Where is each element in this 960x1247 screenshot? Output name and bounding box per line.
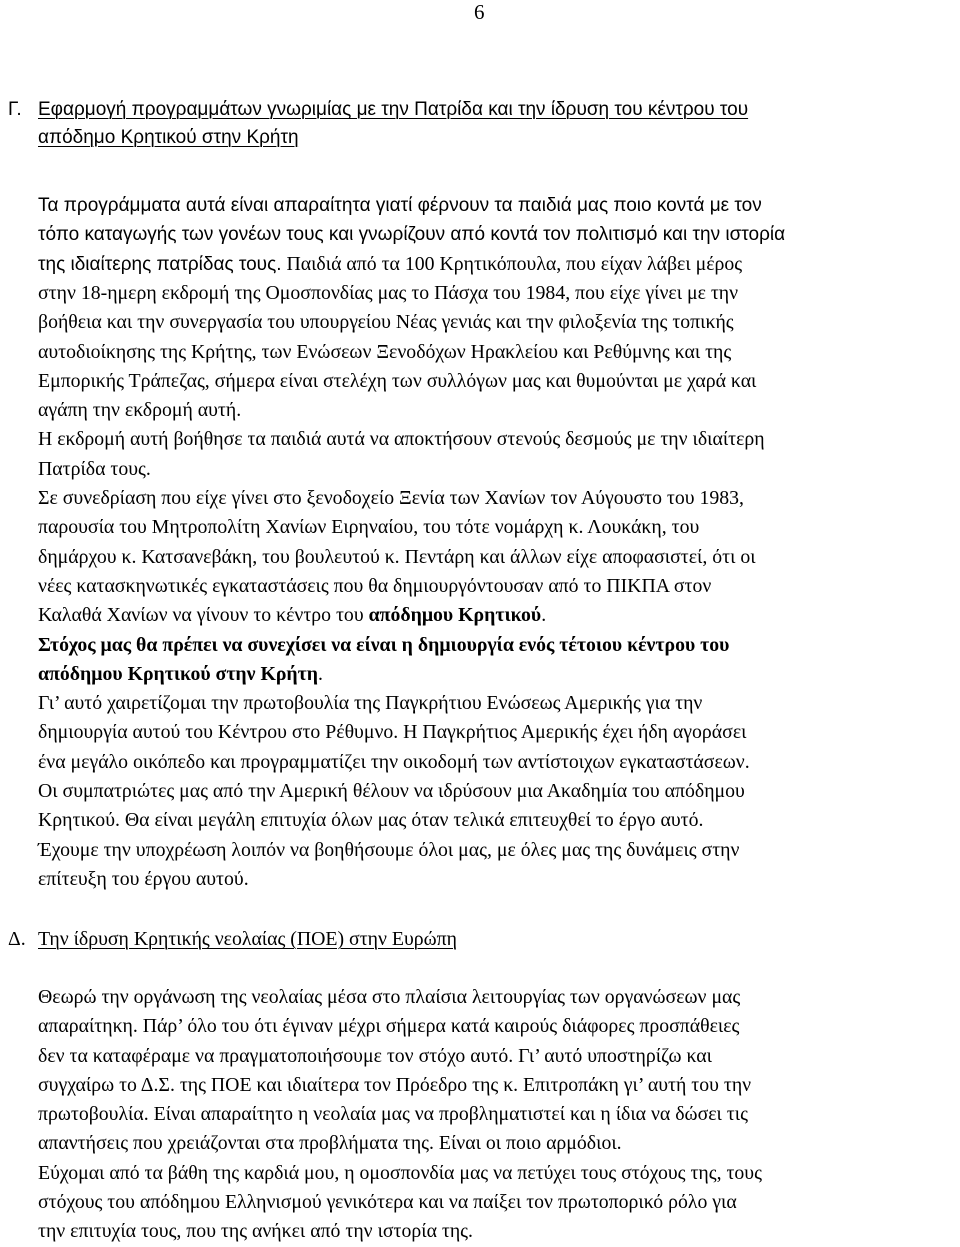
kalatha-suffix: . (541, 604, 547, 627)
goal-line-1 (0, 631, 960, 660)
d-line-5: πρωτοβουλία. Είναι απαραίτητο η νεολαία μας να προβληματιστεί και η ίδια να δώσει τις (38, 1103, 748, 1126)
body-line-1: στην 18-ημερη εκδρομή της Ομοσπονδίας μας το Πάσχα του 1984, που είχε γίνει με την (38, 282, 739, 304)
closing-line-2: δημιουργία αυτού του Κέντρου στο Ρέθυμνο. Η Παγκρήτιος Αμερικής έχει ήδη αγοράσει (38, 721, 747, 744)
section-g-letter: Γ. (8, 99, 22, 120)
section-g-intro (0, 191, 960, 279)
intro-line-3-text: της ιδιαίτερης πατρίδας τους. (38, 253, 282, 275)
section-d-body (0, 983, 960, 1247)
kalatha-prefix: Καλαθά Χανίων να γίνουν το κέντρο του (38, 604, 369, 627)
closing-line-3: ένα μεγάλο οικόπεδο και προγραμματίζει την οικοδομή των αντίστοιχων εγκαταστάσεων. (38, 750, 750, 773)
section-g-title-line2: απόδημο Κρητικού στην Κρήτη (38, 127, 299, 148)
d-line-1: Θεωρώ την οργάνωση της νεολαίας μέσα στο πλαίσια λειτουργίας των οργανώσεων μας (38, 986, 741, 1008)
closing-line-4: Οι συμπατριώτες μας από την Αμερική θέλουν να ιδρύσουν μια Ακαδημία του απόδημου (38, 780, 745, 803)
body-line-kalatha (0, 601, 960, 630)
d-line-4: συγχαίρω το Δ.Σ. της ΠΟΕ και ιδιαίτερα τον Πρόεδρο της κ. Επιτροπάκη γι’ αυτή του την (38, 1073, 752, 1096)
section-g-heading (0, 96, 960, 152)
intro-line-1: Τα προγράμματα αυτά είναι απαραίτητα γιατί φέρνουν τα παιδιά μας ποιο κοντά με τον (38, 195, 762, 216)
body-line-7: Πατρίδα τους. (38, 457, 151, 480)
closing-line-5: Κρητικού. Θα είναι μεγάλη επιτυχία όλων μας όταν τελικά επιτευχθεί το έργο αυτό. (38, 809, 704, 832)
closing-line-7: επίτευξη του έργου αυτού. (38, 867, 249, 890)
closing-line-1: Γι’ αυτό χαιρετίζομαι την πρωτοβουλία της Παγκρήτιου Ενώσεως Αμερικής για την (38, 692, 703, 715)
body-line-5: αγάπη την εκδρομή αυτή. (38, 399, 242, 422)
goal-bold-2: απόδημου Κρητικού στην Κρήτη (38, 662, 319, 685)
d-line-9: την επιτυχία τους, που της ανήκει από την ιστορία της. (38, 1220, 473, 1243)
section-d-letter: Δ. (8, 928, 26, 950)
intro-line-3 (0, 250, 960, 279)
closing-line-6: Έχουμε την υποχρέωση λοιπόν να βοηθήσουμε όλοι μας, με όλες μας της δυνάμεις στην (38, 838, 740, 861)
body-line-11: νέες κατασκηνωτικές εγκαταστάσεις που θα δημιουργόντουσαν από το ΠΙΚΠΑ στον (38, 574, 712, 597)
body-line-9: παρουσία του Μητροπολίτη Χανίων Ειρηναίου, του τότε νομάρχη κ. Λουκάκη, του (38, 516, 700, 539)
body-line-6: Η εκδρομή αυτή βοήθησε τα παιδιά αυτά να αποκτήσουν στενούς δεσμούς με την ιδιαίτερη (38, 428, 765, 451)
section-d-title: Την ίδρυση Κρητικής νεολαίας (ΠΟΕ) στην Ευρώπη (38, 928, 457, 950)
body-line-4: Εμπορικής Τράπεζας, σήμερα είναι στελέχη των συλλόγων μας και θυμούνται με χαρά και (38, 369, 757, 392)
kalatha-bold: απόδημου Κρητικού (368, 604, 542, 627)
d-line-7: Εύχομαι από τα βάθη της καρδιά μου, η ομοσπονδία μας να πετύχει τους στόχους της, τους (38, 1161, 762, 1184)
intro-line-2: τόπο καταγωγής των γονέων τους και γνωρίζουν από κοντά τον πολιτισμό και την ιστορία (38, 224, 786, 246)
body-line-2: βοήθεια και την συνεργασία του υπουργείου Νέας γενιάς και την φιλοξενία της τοπικής (38, 311, 734, 334)
page-number: 6 (474, 0, 485, 24)
section-g-title-line1: Εφαρμογή προγραμμάτων γνωριμίας με την Πατρίδα και την ίδρυση του κέντρου του (38, 99, 749, 120)
d-line-6: απαντήσεις που χρειάζονται στα προβλήματα της. Είναι οι ποιο αρμόδιοι. (38, 1132, 622, 1155)
intro-continuation: Παιδιά από τα 100 Κρητικόπουλα, που είχαν λάβει μέρος (281, 252, 743, 275)
section-g-body (0, 279, 960, 894)
goal-end: . (318, 662, 323, 685)
d-line-2: απαραίτηκη. Πάρ’ όλο του ότι έγιναν μέχρι σήμερα κατά καιρούς διάφορες προσπάθειες (38, 1015, 740, 1038)
d-line-8: στόχους του απόδημου Ελληνισμού γενικότερα και να παίξει τον πρωτοπορικό ρόλο για (38, 1191, 737, 1214)
body-line-8: Σε συνεδρίαση που είχε γίνει στο ξενοδοχείο Ξενία των Χανίων τον Αύγουστο του 1983, (38, 487, 744, 510)
goal-bold-1: Στόχος μας θα πρέπει να συνεχίσει να είναι η δημιουργία ενός τέτοιου κέντρου του (38, 633, 730, 656)
goal-line-2 (0, 660, 960, 689)
body-line-3: αυτοδιοίκησης της Κρήτης, των Ενώσεων Ξενοδόχων Ηρακλείου και Ρεθύμνης και της (38, 340, 732, 363)
body-line-10: δημάρχου κ. Κατσανεβάκη, του βουλευτού κ. Πεντάρη και άλλων είχε αποφασιστεί, ότι οι (38, 545, 756, 568)
section-d-heading (0, 925, 960, 954)
d-line-3: δεν τα καταφέραμε να πραγματοποιήσουμε τον στόχο αυτό. Γι’ αυτό υποστηρίζω και (38, 1044, 712, 1067)
